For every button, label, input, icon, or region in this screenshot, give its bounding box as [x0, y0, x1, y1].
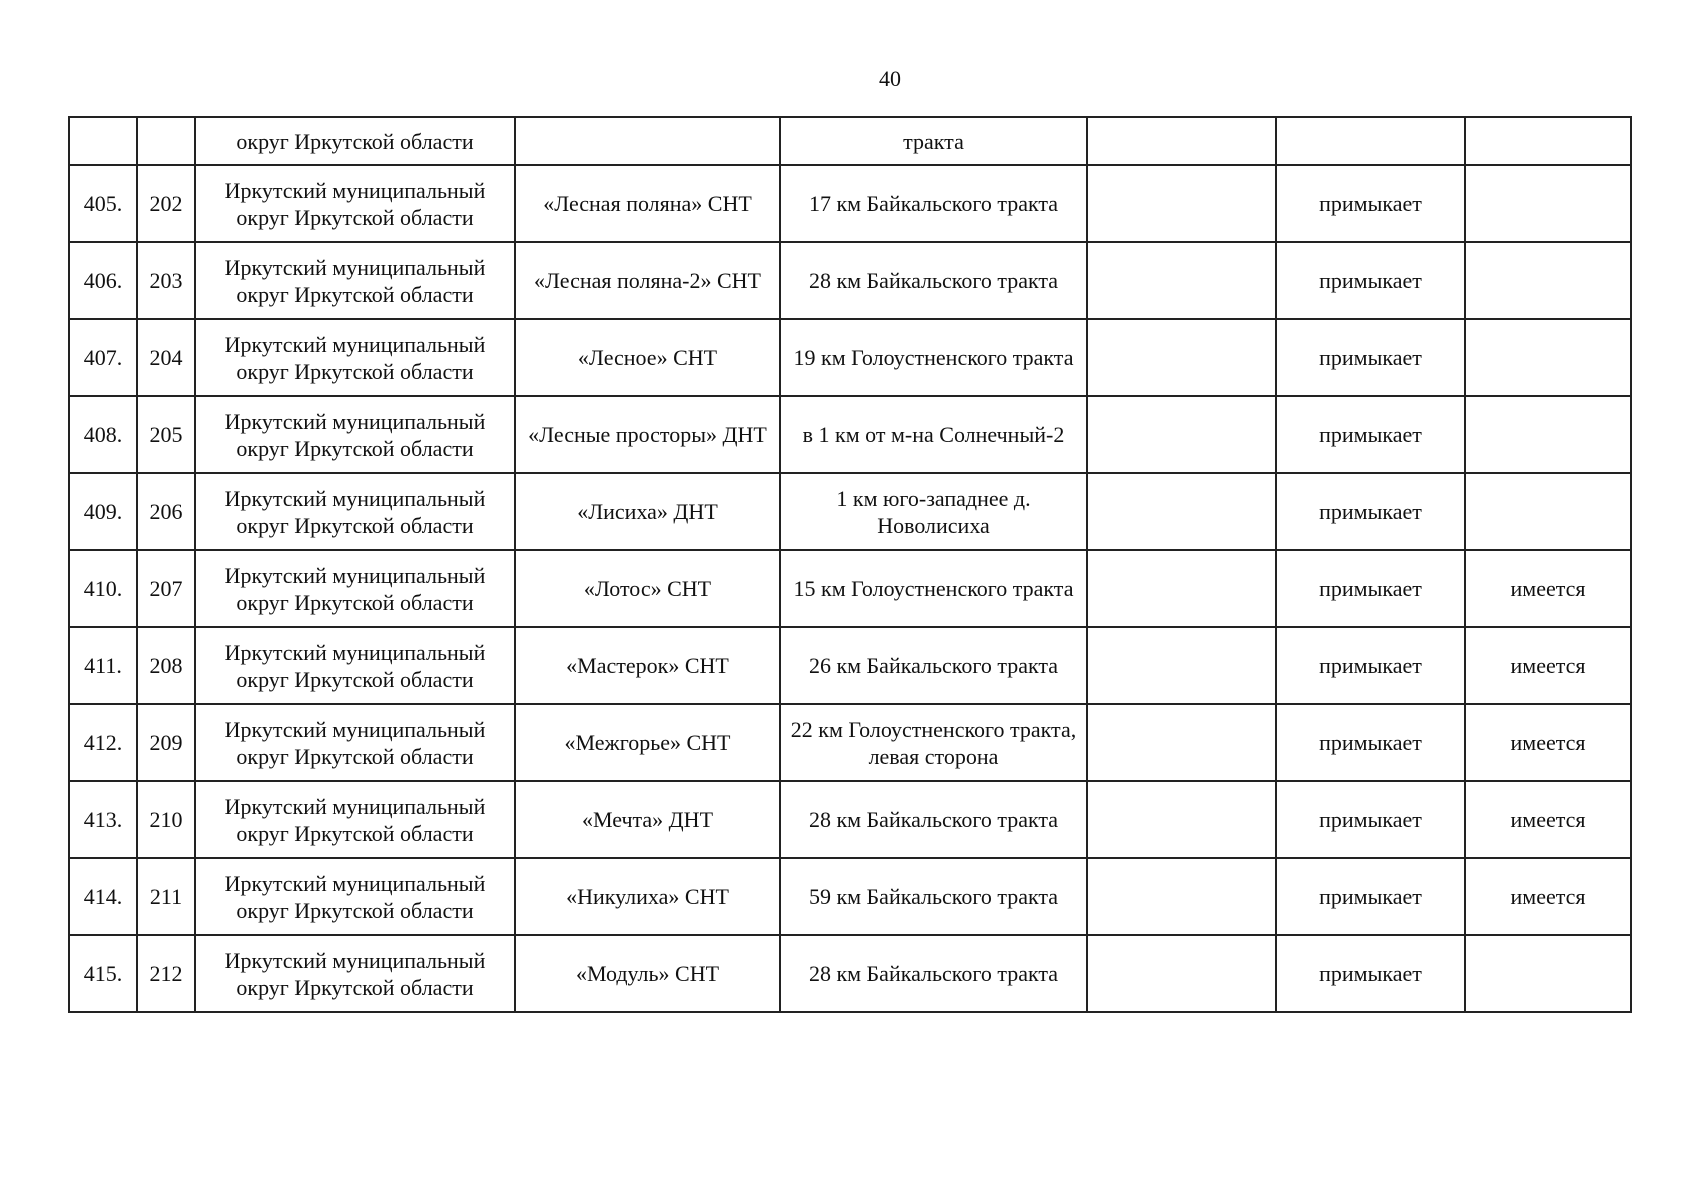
cell-availability: [1465, 117, 1631, 165]
cell-location: 28 км Байкальского тракта: [780, 935, 1087, 1012]
cell-adjacency: примыкает: [1276, 704, 1465, 781]
cell-name: «Лесные просторы» ДНТ: [515, 396, 780, 473]
cell-availability: [1465, 165, 1631, 242]
cell-sub-number: 209: [137, 704, 195, 781]
cell-municipality: Иркутский муниципальный округ Иркутской области: [195, 858, 515, 935]
cell-empty: [1087, 704, 1276, 781]
cell-name: «Межгорье» СНТ: [515, 704, 780, 781]
cell-empty: [1087, 627, 1276, 704]
cell-municipality: Иркутский муниципальный округ Иркутской области: [195, 396, 515, 473]
cell-row-number: 406.: [69, 242, 137, 319]
cell-row-number: 407.: [69, 319, 137, 396]
cell-sub-number: 210: [137, 781, 195, 858]
cell-adjacency: примыкает: [1276, 627, 1465, 704]
table-row: [69, 165, 1631, 242]
registry-table: [68, 116, 1632, 1013]
cell-municipality: округ Иркутской области: [195, 117, 515, 165]
cell-row-number: 405.: [69, 165, 137, 242]
cell-sub-number: 208: [137, 627, 195, 704]
cell-name: «Мастерок» СНТ: [515, 627, 780, 704]
table-row: [69, 781, 1631, 858]
cell-sub-number: 211: [137, 858, 195, 935]
cell-row-number: 415.: [69, 935, 137, 1012]
cell-name: «Лесная поляна-2» СНТ: [515, 242, 780, 319]
cell-adjacency: примыкает: [1276, 781, 1465, 858]
cell-row-number: 414.: [69, 858, 137, 935]
cell-name: [515, 117, 780, 165]
cell-availability: имеется: [1465, 550, 1631, 627]
table-row: [69, 935, 1631, 1012]
table-row: [69, 858, 1631, 935]
cell-availability: [1465, 319, 1631, 396]
registry-table-body: [69, 117, 1631, 1012]
cell-municipality: Иркутский муниципальный округ Иркутской области: [195, 550, 515, 627]
cell-sub-number: [137, 117, 195, 165]
cell-location: 59 км Байкальского тракта: [780, 858, 1087, 935]
cell-availability: [1465, 242, 1631, 319]
cell-empty: [1087, 935, 1276, 1012]
cell-availability: имеется: [1465, 704, 1631, 781]
cell-empty: [1087, 319, 1276, 396]
cell-municipality: Иркутский муниципальный округ Иркутской области: [195, 704, 515, 781]
cell-adjacency: примыкает: [1276, 550, 1465, 627]
cell-row-number: 410.: [69, 550, 137, 627]
cell-empty: [1087, 550, 1276, 627]
cell-location: 26 км Байкальского тракта: [780, 627, 1087, 704]
cell-row-number: 413.: [69, 781, 137, 858]
cell-name: «Никулиха» СНТ: [515, 858, 780, 935]
cell-sub-number: 205: [137, 396, 195, 473]
cell-availability: [1465, 396, 1631, 473]
cell-row-number: 411.: [69, 627, 137, 704]
cell-row-number: 409.: [69, 473, 137, 550]
cell-location: 22 км Голоустненского тракта, левая сторона: [780, 704, 1087, 781]
cell-location: 17 км Байкальского тракта: [780, 165, 1087, 242]
cell-adjacency: примыкает: [1276, 242, 1465, 319]
cell-adjacency: примыкает: [1276, 858, 1465, 935]
page-number: 40: [879, 66, 901, 91]
cell-sub-number: 204: [137, 319, 195, 396]
continuation-row: [69, 117, 1631, 165]
cell-municipality: Иркутский муниципальный округ Иркутской области: [195, 781, 515, 858]
cell-empty: [1087, 165, 1276, 242]
cell-sub-number: 207: [137, 550, 195, 627]
cell-municipality: Иркутский муниципальный округ Иркутской области: [195, 165, 515, 242]
table-row: [69, 704, 1631, 781]
cell-municipality: Иркутский муниципальный округ Иркутской области: [195, 627, 515, 704]
cell-municipality: Иркутский муниципальный округ Иркутской области: [195, 473, 515, 550]
cell-name: «Лесное» СНТ: [515, 319, 780, 396]
cell-empty: [1087, 473, 1276, 550]
cell-name: «Модуль» СНТ: [515, 935, 780, 1012]
cell-name: «Лесная поляна» СНТ: [515, 165, 780, 242]
cell-adjacency: примыкает: [1276, 396, 1465, 473]
cell-empty: [1087, 781, 1276, 858]
cell-row-number: 408.: [69, 396, 137, 473]
cell-availability: имеется: [1465, 781, 1631, 858]
cell-availability: имеется: [1465, 858, 1631, 935]
cell-sub-number: 206: [137, 473, 195, 550]
cell-location: 19 км Голоустненского тракта: [780, 319, 1087, 396]
cell-adjacency: примыкает: [1276, 165, 1465, 242]
cell-adjacency: примыкает: [1276, 935, 1465, 1012]
cell-row-number: [69, 117, 137, 165]
cell-row-number: 412.: [69, 704, 137, 781]
cell-empty: [1087, 396, 1276, 473]
cell-sub-number: 212: [137, 935, 195, 1012]
cell-name: «Мечта» ДНТ: [515, 781, 780, 858]
cell-empty: [1087, 242, 1276, 319]
cell-location: тракта: [780, 117, 1087, 165]
cell-name: «Лотос» СНТ: [515, 550, 780, 627]
table-row: [69, 396, 1631, 473]
cell-availability: имеется: [1465, 627, 1631, 704]
table-row: [69, 550, 1631, 627]
cell-sub-number: 202: [137, 165, 195, 242]
cell-adjacency: примыкает: [1276, 473, 1465, 550]
cell-availability: [1465, 473, 1631, 550]
table-row: [69, 319, 1631, 396]
cell-sub-number: 203: [137, 242, 195, 319]
cell-availability: [1465, 935, 1631, 1012]
cell-municipality: Иркутский муниципальный округ Иркутской области: [195, 935, 515, 1012]
cell-location: 1 км юго-западнее д. Новолисиха: [780, 473, 1087, 550]
cell-empty: [1087, 858, 1276, 935]
table-row: [69, 627, 1631, 704]
cell-municipality: Иркутский муниципальный округ Иркутской области: [195, 319, 515, 396]
cell-location: 28 км Байкальского тракта: [780, 242, 1087, 319]
table-row: [69, 473, 1631, 550]
cell-location: 28 км Байкальского тракта: [780, 781, 1087, 858]
table-row: [69, 242, 1631, 319]
cell-location: 15 км Голоустненского тракта: [780, 550, 1087, 627]
cell-empty: [1087, 117, 1276, 165]
cell-name: «Лисиха» ДНТ: [515, 473, 780, 550]
cell-location: в 1 км от м-на Солнечный-2: [780, 396, 1087, 473]
cell-adjacency: примыкает: [1276, 319, 1465, 396]
cell-municipality: Иркутский муниципальный округ Иркутской области: [195, 242, 515, 319]
cell-adjacency: [1276, 117, 1465, 165]
